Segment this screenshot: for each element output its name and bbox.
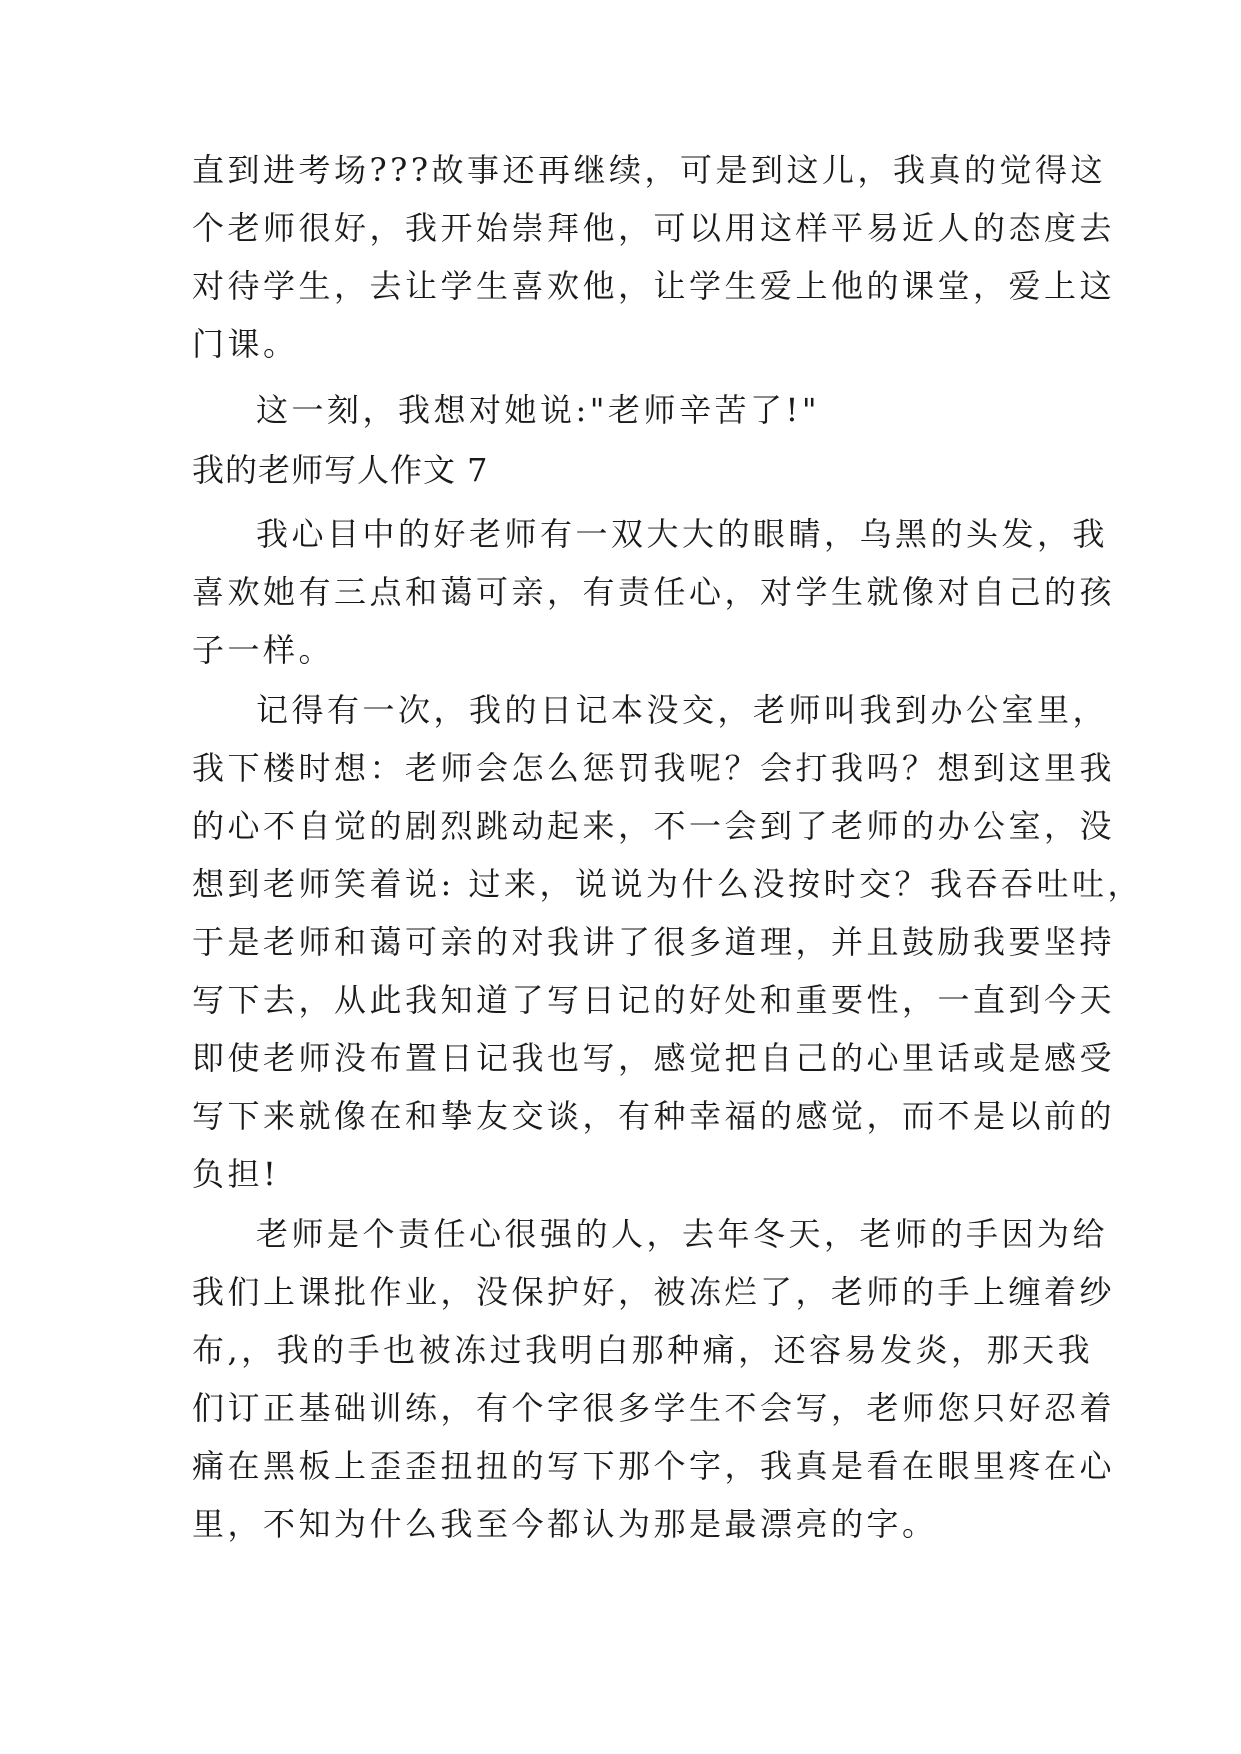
section-heading: 我的老师写人作文 7 xyxy=(192,451,489,489)
text-line: 写下去，从此我知道了写日记的好处和重要性，一直到今天 xyxy=(192,981,1116,1019)
text-line: 布,，我的手也被冻过我明白那种痛，还容易发炎，那天我 xyxy=(192,1331,1094,1369)
text-line: 这一刻，我想对她说:"老师辛苦了!" xyxy=(256,391,821,429)
text-line: 子一样。 xyxy=(192,631,335,669)
text-line: 里，不知为什么我至今都认为那是最漂亮的字。 xyxy=(192,1505,938,1543)
text-line: 直到进考场???故事还再继续，可是到这儿，我真的觉得这 xyxy=(192,151,1106,189)
text-line: 对待学生，去让学生喜欢他，让学生爱上他的课堂，爱上这 xyxy=(192,267,1116,305)
text-line: 于是老师和蔼可亲的对我讲了很多道理，并且鼓励我要坚持 xyxy=(192,923,1116,961)
text-line: 的心不自觉的剧烈跳动起来，不一会到了老师的办公室，没 xyxy=(192,807,1116,845)
text-line: 喜欢她有三点和蔼可亲，有责任心，对学生就像对自己的孩 xyxy=(192,573,1116,611)
text-line: 们订正基础训练，有个字很多学生不会写，老师您只好忍着 xyxy=(192,1389,1116,1427)
text-line: 个老师很好，我开始崇拜他，可以用这样平易近人的态度去 xyxy=(192,209,1116,247)
text-line: 我们上课批作业，没保护好，被冻烂了，老师的手上缠着纱 xyxy=(192,1273,1116,1311)
text-line: 我下楼时想：老师会怎么惩罚我呢？会打我吗？想到这里我 xyxy=(192,749,1116,787)
text-line: 痛在黑板上歪歪扭扭的写下那个字，我真是看在眼里疼在心 xyxy=(192,1447,1116,1485)
text-line: 我心目中的好老师有一双大大的眼睛，乌黑的头发，我 xyxy=(256,515,1109,553)
text-line: 想到老师笑着说: 过来，说说为什么没按时交？我吞吞吐吐， xyxy=(192,865,1143,903)
text-line: 老师是个责任心很强的人，去年冬天，老师的手因为给 xyxy=(256,1215,1109,1253)
text-line: 记得有一次，我的日记本没交，老师叫我到办公室里， xyxy=(256,691,1109,729)
text-line: 即使老师没布置日记我也写，感觉把自己的心里话或是感受 xyxy=(192,1039,1116,1077)
text-line: 写下来就像在和挚友交谈，有种幸福的感觉，而不是以前的 xyxy=(192,1097,1116,1135)
text-line: 门课。 xyxy=(192,325,299,363)
text-line: 负担! xyxy=(192,1155,280,1193)
